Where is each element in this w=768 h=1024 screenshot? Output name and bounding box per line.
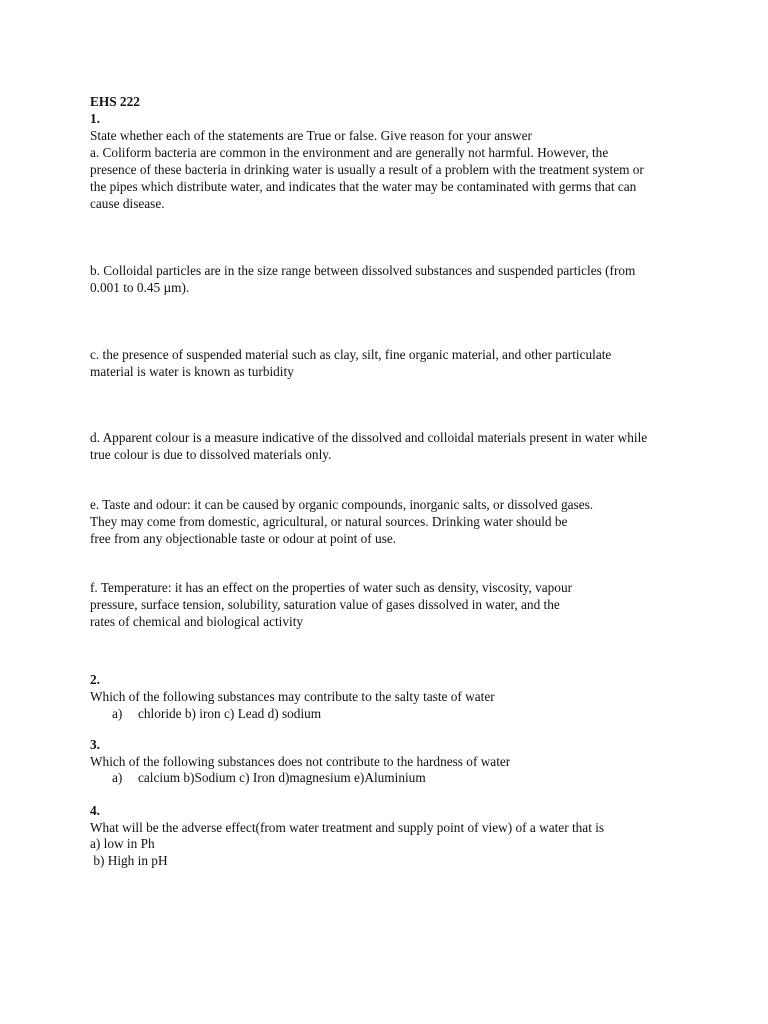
- question-3-number: 3.: [90, 737, 100, 752]
- statement-d-line-2: true colour is due to dissolved materials only.: [90, 447, 332, 462]
- statement-e-line-3: free from any objectionable taste or odour at point of use.: [90, 531, 397, 546]
- question-1-instruction: State whether each of the statements are True or false. Give reason for your answer: [90, 128, 532, 143]
- question-2-option-letter: a): [112, 706, 123, 721]
- question-3-options: [112, 769, 426, 786]
- statement-f-line-2: pressure, surface tension, solubility, saturation value of gases dissolved in water, and the: [90, 597, 560, 612]
- question-3-text: Which of the following substances does not contribute to the hardness of water: [90, 754, 511, 769]
- statement-b-line-2: 0.001 to 0.45 µm).: [90, 280, 190, 295]
- question-3-option-letter: a): [112, 770, 123, 785]
- statement-d-line-1: d. Apparent colour is a measure indicative of the dissolved and colloidal materials present in water while: [90, 430, 648, 445]
- question-1-number: 1.: [90, 111, 100, 126]
- question-2-options: [112, 705, 321, 722]
- question-4-part-a: a) low in Ph: [90, 836, 155, 851]
- statement-a-line-4: cause disease.: [90, 196, 165, 211]
- question-2-text: Which of the following substances may contribute to the salty taste of water: [90, 689, 495, 704]
- statement-a-line-2: presence of these bacteria in drinking water is usually a result of a problem with the treatment system or: [90, 162, 644, 177]
- question-3-option-list: calcium b)Sodium c) Iron d)magnesium e)Aluminium: [138, 770, 426, 785]
- statement-a-line-3: the pipes which distribute water, and indicates that the water may be contaminated with germs that can: [90, 179, 637, 194]
- statement-c-line-1: c. the presence of suspended material such as clay, silt, fine organic material, and other particulate: [90, 347, 612, 362]
- question-4-number: 4.: [90, 803, 100, 818]
- question-2-option-list: chloride b) iron c) Lead d) sodium: [138, 706, 322, 721]
- statement-f-line-3: rates of chemical and biological activity: [90, 614, 304, 629]
- statement-b-line-1: b. Colloidal particles are in the size range between dissolved substances and suspended particles (from: [90, 263, 636, 278]
- question-2-number: 2.: [90, 672, 100, 687]
- statement-f-line-1: f. Temperature: it has an effect on the properties of water such as density, viscosity, vapour: [90, 580, 573, 595]
- statement-e-line-1: e. Taste and odour: it can be caused by organic compounds, inorganic salts, or dissolved gases.: [90, 497, 594, 512]
- statement-e-line-2: They may come from domestic, agricultural, or natural sources. Drinking water should be: [90, 514, 568, 529]
- question-4-text: What will be the adverse effect(from water treatment and supply point of view) of a water that is: [90, 820, 605, 835]
- statement-c-line-2: material is water is known as turbidity: [90, 364, 294, 379]
- statement-a-line-1: a. Coliform bacteria are common in the environment and are generally not harmful. However, the: [90, 145, 609, 160]
- question-4-part-b: b) High in pH: [90, 853, 168, 868]
- course-code: EHS 222: [90, 94, 140, 109]
